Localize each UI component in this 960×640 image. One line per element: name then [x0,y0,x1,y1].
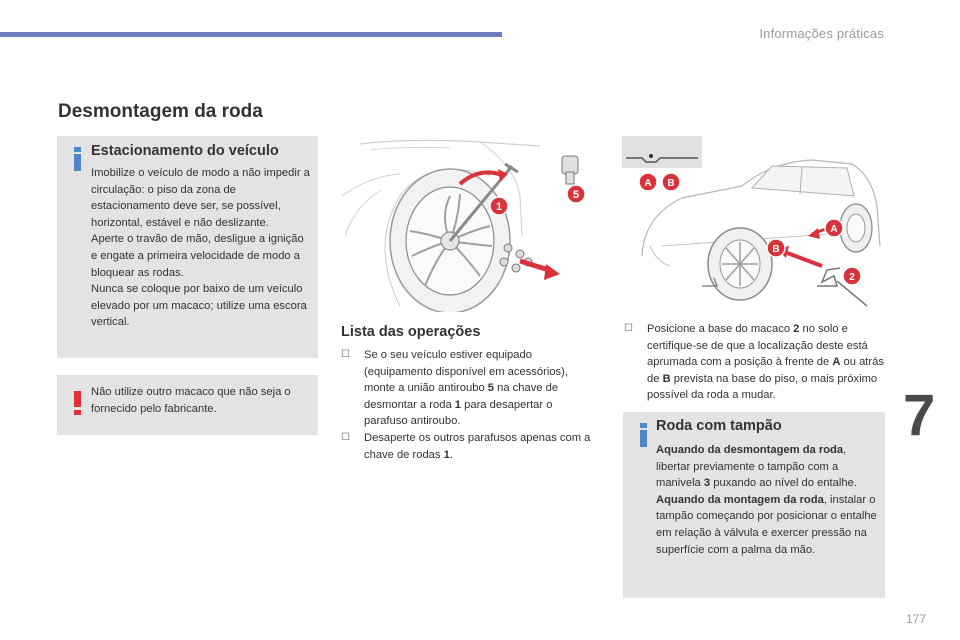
warning-text: Não utilize outro macaco que não seja o fornecido pelo fabricante. [91,386,291,415]
step-text: prevista na base do piso, o mais próximo possível da roda a mudar. [647,372,878,402]
hubcap-bold: Aquando da montagem da roda [656,493,824,506]
step-text: Posicione a base do macaco [647,323,794,335]
hubcap-paragraph [656,492,880,558]
wheel-removal-illustration [340,136,602,312]
hubcap-text [656,442,880,558]
step-ref: A [832,356,841,369]
warning-box [57,375,318,435]
page-title: Desmontagem da roda [58,101,263,122]
parking-info-box [57,136,318,358]
step-text: Desaperte os outros parafusos apenas com a chave de rodas [364,431,591,461]
callout-label: A [644,178,652,189]
operations-list-left [341,347,597,463]
operation-step [341,347,597,430]
step-ref: 1 [454,398,462,411]
header-title: Informações práticas [759,26,884,41]
hubcap-bold: Aquando da desmontagem da roda [656,444,844,456]
step-ref: 5 [487,382,495,395]
step-text: ou atrás de [647,356,884,385]
operation-step [624,321,886,404]
parking-paragraph: Nunca se coloque por baixo de um veículo elevado por um macaco; utilize uma escora vertical. [91,283,307,329]
step-text: no solo e certifique-se de que a localização deste está aprumada com a posição à frente de [647,323,868,369]
operation-step [341,430,597,463]
chapter-number: 7 [903,383,936,448]
hubcap-span: puxando ao nível do entalhe. [710,477,857,490]
step-ref: 1 [443,448,450,461]
step-ref: 2 [793,323,800,335]
parking-paragraph: Aperte o travão de mão, desligue a ignição e engate a primeira velocidade de modo a bloquear as rodas. [91,233,304,279]
parking-text [91,165,311,331]
step-text: na chave de desmontar a roda [364,382,559,411]
step-text: Se o seu veículo estiver equipado (equipamento disponível em acessórios), monte a união antiroubo [364,349,568,395]
callout-label: 5 [572,189,580,201]
page-number: 177 [906,612,927,626]
parking-title: Estacionamento do veículo [91,143,279,159]
hubcap-info-box [623,412,885,598]
operations-title: Lista das operações [341,324,481,340]
callout-label: A [830,224,838,235]
checkbox-bullet-icon: ☐ [341,349,350,360]
jack-position-illustration [622,136,884,312]
callout-label: 2 [849,272,855,283]
checkbox-bullet-icon: ☐ [624,323,633,334]
operations-list-right [624,321,886,404]
callout-label: B [772,244,780,255]
hubcap-ref: 3 [703,477,711,490]
hubcap-paragraph [656,442,880,492]
parking-paragraph: Imobilize o veículo de modo a não impedir a circulação: o piso da zona de estacionamento deve ser, se possível, horizontal, estável e não deslizante. [91,167,310,229]
header-accent-bar [0,32,502,37]
step-text: para desapertar o parafuso antiroubo. [364,398,553,428]
hubcap-span: , libertar previamente o tampão com a manivela [656,444,847,490]
hubcap-span: , instalar o tampão começando por posicionar o entalhe em relação à válvula e exercer pressão na superfície com a palma da mão. [656,493,877,556]
checkbox-bullet-icon: ☐ [341,431,350,443]
callout-label: B [667,178,675,189]
car-illustration-svg [622,136,884,312]
hubcap-title: Roda com tampão [656,418,782,434]
step-ref: B [662,372,671,385]
callout-label: 1 [495,201,503,213]
step-text: . [449,448,453,461]
wheel-illustration-svg [340,136,602,312]
